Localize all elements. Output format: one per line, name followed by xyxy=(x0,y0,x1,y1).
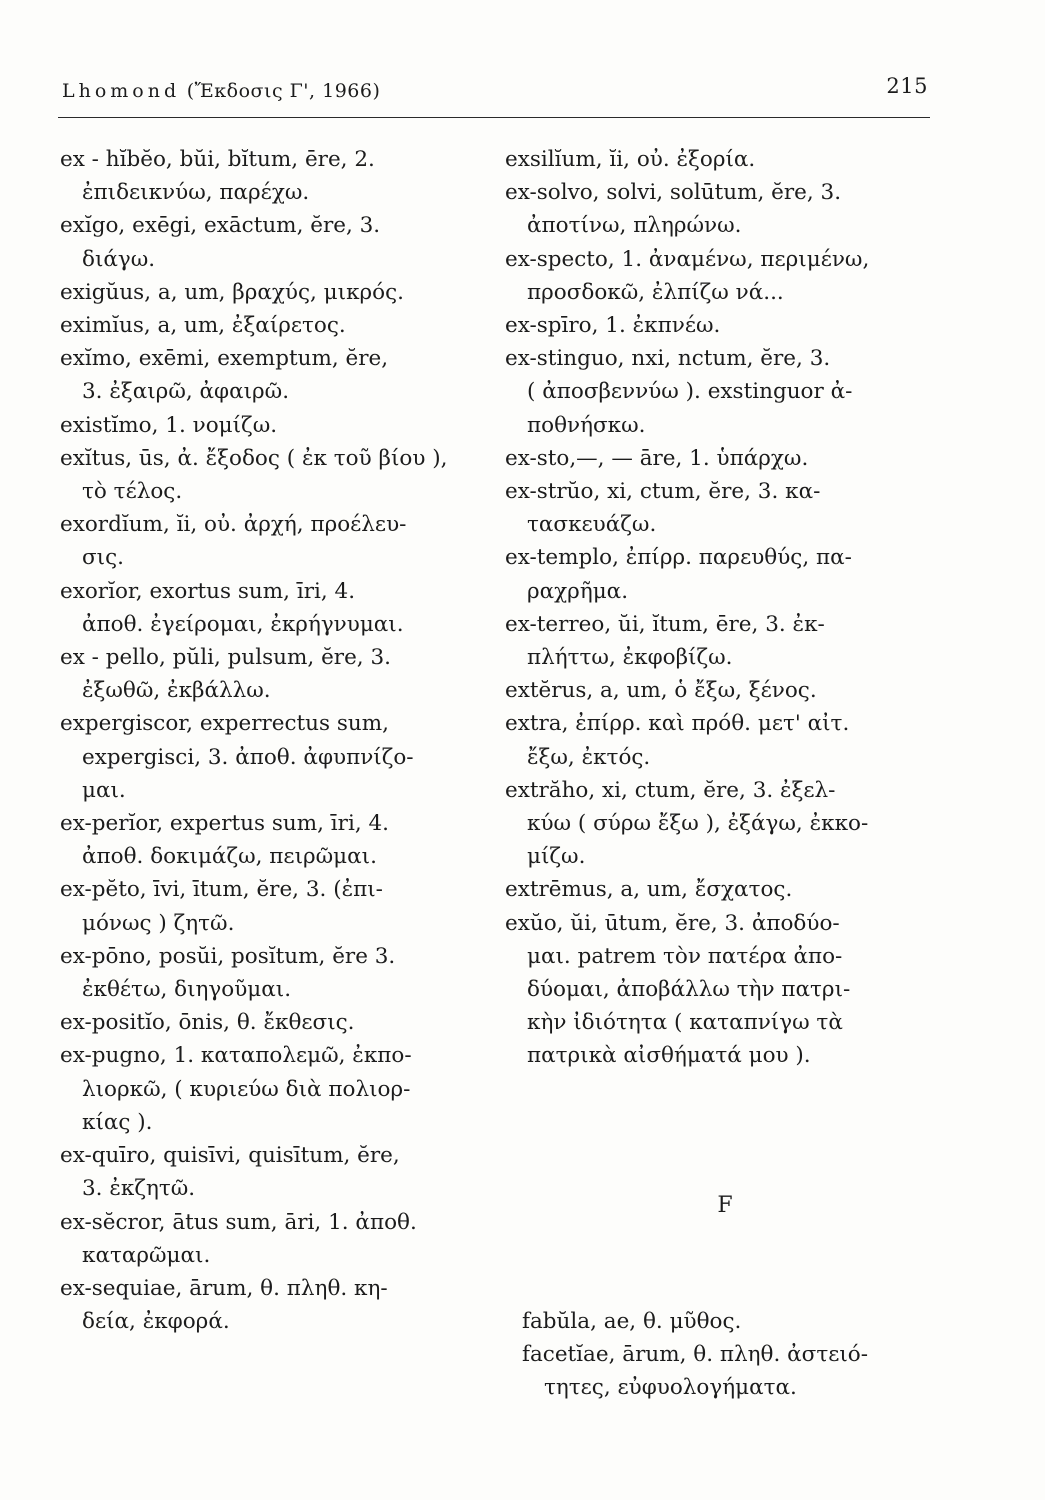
dictionary-entry xyxy=(505,309,945,342)
entry-continuation-line: κύω ( σύρω ἔξω ), ἐξάγω, ἐκκο- xyxy=(527,811,869,837)
entry-continuation-line: 3. ἐξαιρῶ, ἀφαιρῶ. xyxy=(82,379,290,405)
entry-continuation-line: λιορκῶ, ( κυριεύω διὰ πολιορ- xyxy=(82,1076,411,1102)
entry-headword-line: ex - hĭbĕo, bŭi, bĭtum, ēre, 2. xyxy=(60,147,375,172)
entry-headword-line: ex-templo, ἐπίρρ. παρευθύς, πα- xyxy=(505,545,852,571)
entry-continuation-line: ἀποτίνω, πληρώνω. xyxy=(527,213,742,239)
entry-continuation-line: ἔξω, ἐκτός. xyxy=(527,744,651,770)
left-column xyxy=(60,143,490,1338)
dictionary-entry xyxy=(505,143,945,176)
dictionary-entry xyxy=(505,707,945,773)
entry-headword-line: ex-perĭor, expertus sum, īri, 4. xyxy=(60,811,390,837)
dictionary-entry xyxy=(505,342,945,442)
entry-headword-line: ex-specto, 1. ἀναμένω, περιμένω, xyxy=(505,246,870,272)
entry-headword-line: ex-solvo, solvi, solūtum, ĕre, 3. xyxy=(505,180,842,206)
dictionary-entry xyxy=(522,1305,952,1338)
entry-continuation-line: πατρικὰ αἰσθήματά μου ). xyxy=(527,1043,811,1069)
entry-headword-line: exigŭus, a, um, βραχύς, μικρός. xyxy=(60,279,404,305)
entry-headword-line: ex-spīro, 1. ἐκπνέω. xyxy=(505,313,721,339)
page-number: 215 xyxy=(886,74,928,98)
entry-headword-line: ex - pello, pŭli, pulsum, ĕre, 3. xyxy=(60,645,391,671)
entry-continuation-line: δεία, ἐκφορά. xyxy=(82,1309,230,1335)
dictionary-entry xyxy=(60,940,490,1006)
entry-continuation-line: διάγω. xyxy=(82,246,156,272)
entry-continuation-line: δύομαι, ἀποβάλλω τὴν πατρι- xyxy=(527,977,851,1003)
entry-continuation-line: ἀποθ. δοκιμάζω, πειρῶμαι. xyxy=(82,844,377,870)
entry-continuation-line: ἐπιδεικνύω, παρέχω. xyxy=(82,180,310,206)
entry-continuation-line: ποθνήσκω. xyxy=(527,412,646,438)
dictionary-entry xyxy=(60,143,490,209)
entry-continuation-line: μαι. patrem τὸν πατέρα ἀπο- xyxy=(527,943,843,969)
entry-headword-line: extĕrus, a, um, ὁ ἔξω, ξένος. xyxy=(505,678,817,704)
entry-continuation-line: προσδοκῶ, ἐλπίζω νά... xyxy=(527,279,784,305)
entry-headword-line: exŭo, ŭi, ūtum, ĕre, 3. ἀποδύο- xyxy=(505,910,840,936)
entry-headword-line: extrēmus, a, um, ἔσχατος. xyxy=(505,877,793,903)
dictionary-entry xyxy=(60,707,490,807)
dictionary-entry xyxy=(60,1006,490,1039)
entry-continuation-line: ( ἀποσβεννύω ). exstinguor ἀ- xyxy=(527,379,853,405)
entry-headword-line: ex-sĕcror, ātus sum, āri, 1. ἀποθ. xyxy=(60,1209,417,1235)
dictionary-entry xyxy=(60,575,490,641)
entry-headword-line: ex-stinguo, nxi, nctum, ĕre, 3. xyxy=(505,346,831,372)
dictionary-entry xyxy=(60,409,490,442)
entry-headword-line: ex-terreo, ŭi, ĭtum, ēre, 3. ἐκ- xyxy=(505,611,825,637)
entry-headword-line: ex-sto,—, — āre, 1. ὑπάρχω. xyxy=(505,445,809,471)
entry-headword-line: facetĭae, ārum, θ. πληθ. ἀστειό- xyxy=(522,1342,868,1368)
dictionary-entry xyxy=(60,641,490,707)
dictionary-entry xyxy=(505,873,945,906)
entry-headword-line: exĭtus, ūs, ἀ. ἔξοδος ( ἐκ τοῦ βίου ), xyxy=(60,445,448,471)
dictionary-entry xyxy=(505,243,945,309)
running-title: Lhomond xyxy=(62,80,181,102)
entry-continuation-line: τητες, εὐφυολογήματα. xyxy=(544,1375,797,1401)
dictionary-entry xyxy=(60,442,490,508)
entry-continuation-line: ἐξωθῶ, ἐκβάλλω. xyxy=(82,678,271,704)
dictionary-entry xyxy=(505,442,945,475)
entry-headword-line: ex-pĕto, īvi, ītum, ĕre, 3. (ἐπι- xyxy=(60,877,383,903)
entry-headword-line: ex-pōno, posŭi, posĭtum, ĕre 3. xyxy=(60,943,396,969)
entry-continuation-line: ραχρῆμα. xyxy=(527,578,629,604)
dictionary-entry xyxy=(60,1039,490,1139)
entry-headword-line: exĭmo, exēmi, exemptum, ĕre, xyxy=(60,346,389,372)
entry-headword-line: exsilĭum, ĭi, οὐ. ἐξορία. xyxy=(505,147,756,172)
dictionary-entry xyxy=(60,309,490,342)
entry-continuation-line: καταρῶμαι. xyxy=(82,1242,211,1268)
dictionary-entry xyxy=(505,608,945,674)
entry-continuation-line: πλήττω, ἐκφοβίζω. xyxy=(527,645,733,671)
dictionary-entry xyxy=(60,1272,490,1338)
entry-headword-line: ex-sequiae, ārum, θ. πληθ. κη- xyxy=(60,1275,388,1301)
dictionary-entry xyxy=(60,1206,490,1272)
dictionary-entry xyxy=(60,1139,490,1205)
entry-headword-line: expergiscor, experrectus sum, xyxy=(60,711,389,737)
dictionary-entry xyxy=(505,774,945,874)
dictionary-entry xyxy=(505,907,945,1073)
entry-continuation-line: ἀποθ. ἐγείρομαι, ἐκρήγνυμαι. xyxy=(82,611,404,637)
entry-headword-line: exorĭor, exortus sum, īri, 4. xyxy=(60,578,356,604)
entry-continuation-line: μίζω. xyxy=(527,844,586,870)
entry-headword-line: extrăho, xi, ctum, ĕre, 3. ἐξελ- xyxy=(505,777,836,803)
dictionary-entry xyxy=(60,276,490,309)
entry-headword-line: exĭgo, exēgi, exāctum, ĕre, 3. xyxy=(60,213,381,239)
dictionary-entry xyxy=(522,1338,952,1404)
entry-headword-line: extra, ἐπίρρ. καὶ πρόθ. μετ' αἰτ. xyxy=(505,711,850,737)
entry-headword-line: ex-quīro, quisīvi, quisītum, ĕre, xyxy=(60,1143,400,1169)
entry-continuation-line: expergisci, 3. ἀποθ. ἀφυπνίζο- xyxy=(82,744,414,770)
entry-headword-line: existĭmo, 1. νομίζω. xyxy=(60,412,278,438)
dictionary-entry xyxy=(505,541,945,607)
entry-continuation-line: τασκευάζω. xyxy=(527,512,657,538)
entry-headword-line: ex-positĭo, ōnis, θ. ἔκθεσις. xyxy=(60,1010,355,1036)
entry-continuation-line: 3. ἐκζητῶ. xyxy=(82,1176,196,1202)
entry-continuation-line: κίας ). xyxy=(82,1109,153,1135)
dictionary-entry xyxy=(60,873,490,939)
entry-headword-line: exordĭum, ĭi, οὐ. ἀρχή, προέλευ- xyxy=(60,512,407,538)
entry-continuation-line: σις. xyxy=(82,545,124,571)
entry-continuation-line: κὴν ἰδιότητα ( καταπνίγω τὰ xyxy=(527,1010,843,1036)
dictionary-entry xyxy=(60,209,490,275)
header-rule xyxy=(58,117,930,118)
dictionary-entry xyxy=(60,807,490,873)
entry-continuation-line: τὸ τέλος. xyxy=(82,479,183,505)
dictionary-entry xyxy=(505,475,945,541)
section-letter: F xyxy=(717,1193,733,1218)
entry-headword-line: fabŭla, ae, θ. μῦθος. xyxy=(522,1309,742,1334)
dictionary-entry xyxy=(60,342,490,408)
running-head xyxy=(62,74,928,102)
entry-headword-line: ex-pugno, 1. καταπολεμῶ, ἐκπο- xyxy=(60,1043,412,1069)
edition-note: (Ἔκδοσις Γ', 1966) xyxy=(186,80,381,102)
dictionary-entry xyxy=(505,674,945,707)
entry-continuation-line: μαι. xyxy=(82,777,126,803)
f-section-column xyxy=(522,1305,952,1405)
right-column xyxy=(505,143,945,1073)
entry-continuation-line: ἐκθέτω, διηγοῦμαι. xyxy=(82,977,292,1003)
dictionary-entry xyxy=(505,176,945,242)
entry-headword-line: eximĭus, a, um, ἐξαίρετος. xyxy=(60,313,346,339)
entry-headword-line: ex-strŭo, xi, ctum, ĕre, 3. κα- xyxy=(505,479,821,505)
dictionary-entry xyxy=(60,508,490,574)
entry-continuation-line: μόνως ) ζητῶ. xyxy=(82,910,235,936)
